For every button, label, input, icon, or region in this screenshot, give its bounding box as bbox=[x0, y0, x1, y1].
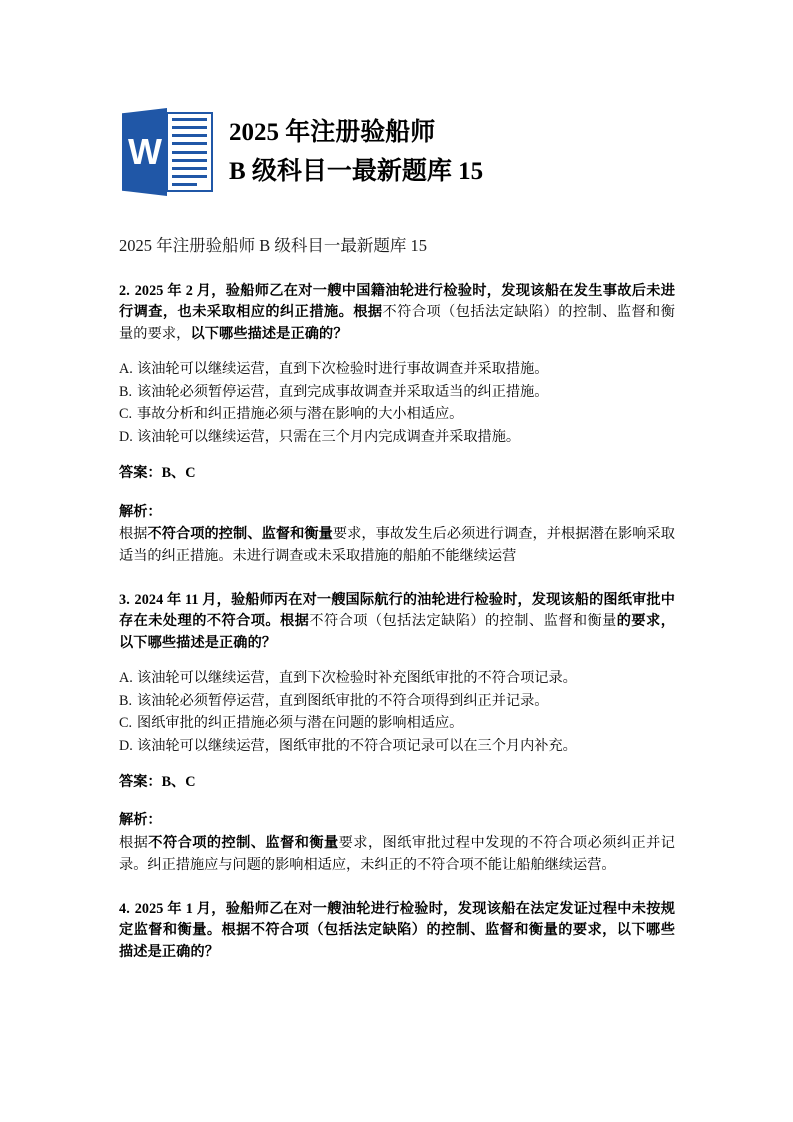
explanation-pre: 根据 bbox=[119, 834, 149, 851]
explanation-label: 解析： bbox=[119, 503, 162, 520]
question-stem bbox=[119, 899, 675, 964]
masthead-title bbox=[229, 113, 483, 192]
option-text: 该油轮必须暂停运营，直到图纸审批的不符合项得到纠正并记录。 bbox=[137, 692, 549, 709]
word-icon-rule bbox=[172, 175, 207, 178]
masthead-title-line1: 2025 年注册验船师 bbox=[229, 118, 436, 146]
options-list bbox=[119, 358, 675, 448]
question-block bbox=[119, 281, 675, 568]
word-icon-rule bbox=[172, 183, 197, 186]
question-stem-bold-1: 2025 年 1 月，验船师乙在对一艘油轮进行检验时，发现该船在法定发证过程中未按规定监督和衡量。根据不符合项（包括法定缺陷）的控制、监督和衡量的要求，以下哪些描述是正确的？ bbox=[119, 900, 675, 960]
page-content bbox=[119, 0, 675, 963]
option-item[interactable] bbox=[119, 381, 675, 403]
question-stem-bold-1: 2025 年 2 月，验船师乙在对一艘中国籍油轮进行检验时，发现该船在发生事故后未进行调查，也未采取相应的纠正措施。根据 bbox=[119, 282, 675, 321]
question-stem bbox=[119, 281, 675, 346]
option-item[interactable] bbox=[119, 426, 675, 448]
explanation-pre: 根据 bbox=[119, 525, 148, 542]
option-letter: C. bbox=[119, 715, 133, 732]
explanation-body bbox=[119, 832, 675, 877]
question-number: 4. bbox=[119, 900, 130, 917]
word-icon-rule bbox=[172, 142, 207, 145]
option-text: 该油轮可以继续运营，只需在三个月内完成调查并采取措施。 bbox=[137, 428, 521, 445]
option-item[interactable] bbox=[119, 735, 675, 757]
word-icon-rule bbox=[172, 151, 207, 154]
question-block bbox=[119, 899, 675, 964]
word-icon-rule bbox=[172, 134, 207, 137]
explanation-post: 要求，图纸审批过程中发现的不符合项必须纠正并记录。纠正措施应与问题的影响相适应，未纠正的不符合项不能让船舶继续运营。 bbox=[119, 834, 675, 874]
word-icon-letter: W bbox=[128, 131, 161, 172]
option-letter: A. bbox=[119, 361, 133, 378]
explanation-emphasis: 不符合项的控制、监督和衡量 bbox=[147, 525, 333, 542]
option-letter: B. bbox=[119, 692, 133, 709]
question-stem-bold-1: 2024 年 11 月，验船师丙在对一艘国际航行的油轮进行检验时，发现该船的图纸审批中存在未处理的不符合项。根据 bbox=[119, 591, 675, 630]
answer-label: 答案： bbox=[119, 774, 162, 791]
option-letter: D. bbox=[119, 428, 133, 445]
option-letter: C. bbox=[119, 406, 133, 423]
option-text: 该油轮可以继续运营，直到下次检验时补充图纸审批的不符合项记录。 bbox=[137, 670, 577, 687]
question-stem-bold-2: 的要求，以下哪些描述是正确的？ bbox=[119, 613, 675, 651]
option-item[interactable] bbox=[119, 403, 675, 425]
option-text: 图纸审批的纠正措施必须与潜在问题的影响相适应。 bbox=[137, 715, 464, 732]
option-item[interactable] bbox=[119, 690, 675, 712]
explanation-emphasis: 不符合项的控制、监督和衡量 bbox=[148, 834, 339, 851]
masthead-title-line2: B 级科目一最新题库 15 bbox=[229, 158, 484, 185]
option-letter: A. bbox=[119, 670, 133, 687]
word-document-icon bbox=[122, 104, 215, 200]
question-stem-regular: 不符合项（包括法定缺陷）的控制、监督和衡量的要求， bbox=[119, 304, 675, 342]
answer-line bbox=[119, 463, 675, 484]
answer-value: B、C bbox=[161, 465, 196, 482]
question-block bbox=[119, 590, 675, 877]
word-icon-rule bbox=[172, 167, 207, 170]
question-number: 3. bbox=[119, 591, 130, 608]
word-icon-rule bbox=[172, 159, 207, 162]
word-icon-rule bbox=[172, 126, 207, 129]
option-text: 该油轮可以继续运营，直到下次检验时进行事故调查并采取措施。 bbox=[137, 361, 549, 378]
option-text: 该油轮必须暂停运营，直到完成事故调查并采取适当的纠正措施。 bbox=[137, 383, 549, 400]
masthead bbox=[119, 0, 675, 200]
answer-line bbox=[119, 772, 675, 793]
word-icon-page bbox=[166, 112, 213, 192]
question-stem bbox=[119, 590, 675, 655]
document-subtitle: 2025 年注册验船师 B 级科目一最新题库 15 bbox=[119, 236, 428, 255]
option-item[interactable] bbox=[119, 667, 675, 689]
option-text: 该油轮可以继续运营，图纸审批的不符合项记录可以在三个月内补充。 bbox=[137, 737, 577, 754]
question-stem-regular: 不符合项（包括法定缺陷）的控制、监督和衡量 bbox=[309, 613, 617, 630]
question-stem-bold-2: 以下哪些描述是正确的？ bbox=[190, 325, 348, 342]
question-number: 2. bbox=[119, 282, 130, 299]
explanation-post: 要求，事故发生后必须进行调查，并根据潜在影响采取适当的纠正措施。未进行调查或未采取措施的船舶不能继续运营 bbox=[119, 525, 675, 565]
options-list bbox=[119, 667, 675, 757]
answer-value: B、C bbox=[161, 774, 196, 791]
word-icon-rule bbox=[172, 118, 207, 121]
option-letter: D. bbox=[119, 737, 133, 754]
answer-label: 答案： bbox=[119, 465, 162, 482]
explanation-label: 解析： bbox=[119, 812, 162, 829]
explanation-body bbox=[119, 523, 675, 568]
option-text: 事故分析和纠正措施必须与潜在影响的大小相适应。 bbox=[137, 406, 464, 423]
option-letter: B. bbox=[119, 383, 133, 400]
option-item[interactable] bbox=[119, 712, 675, 734]
option-item[interactable] bbox=[119, 358, 675, 380]
